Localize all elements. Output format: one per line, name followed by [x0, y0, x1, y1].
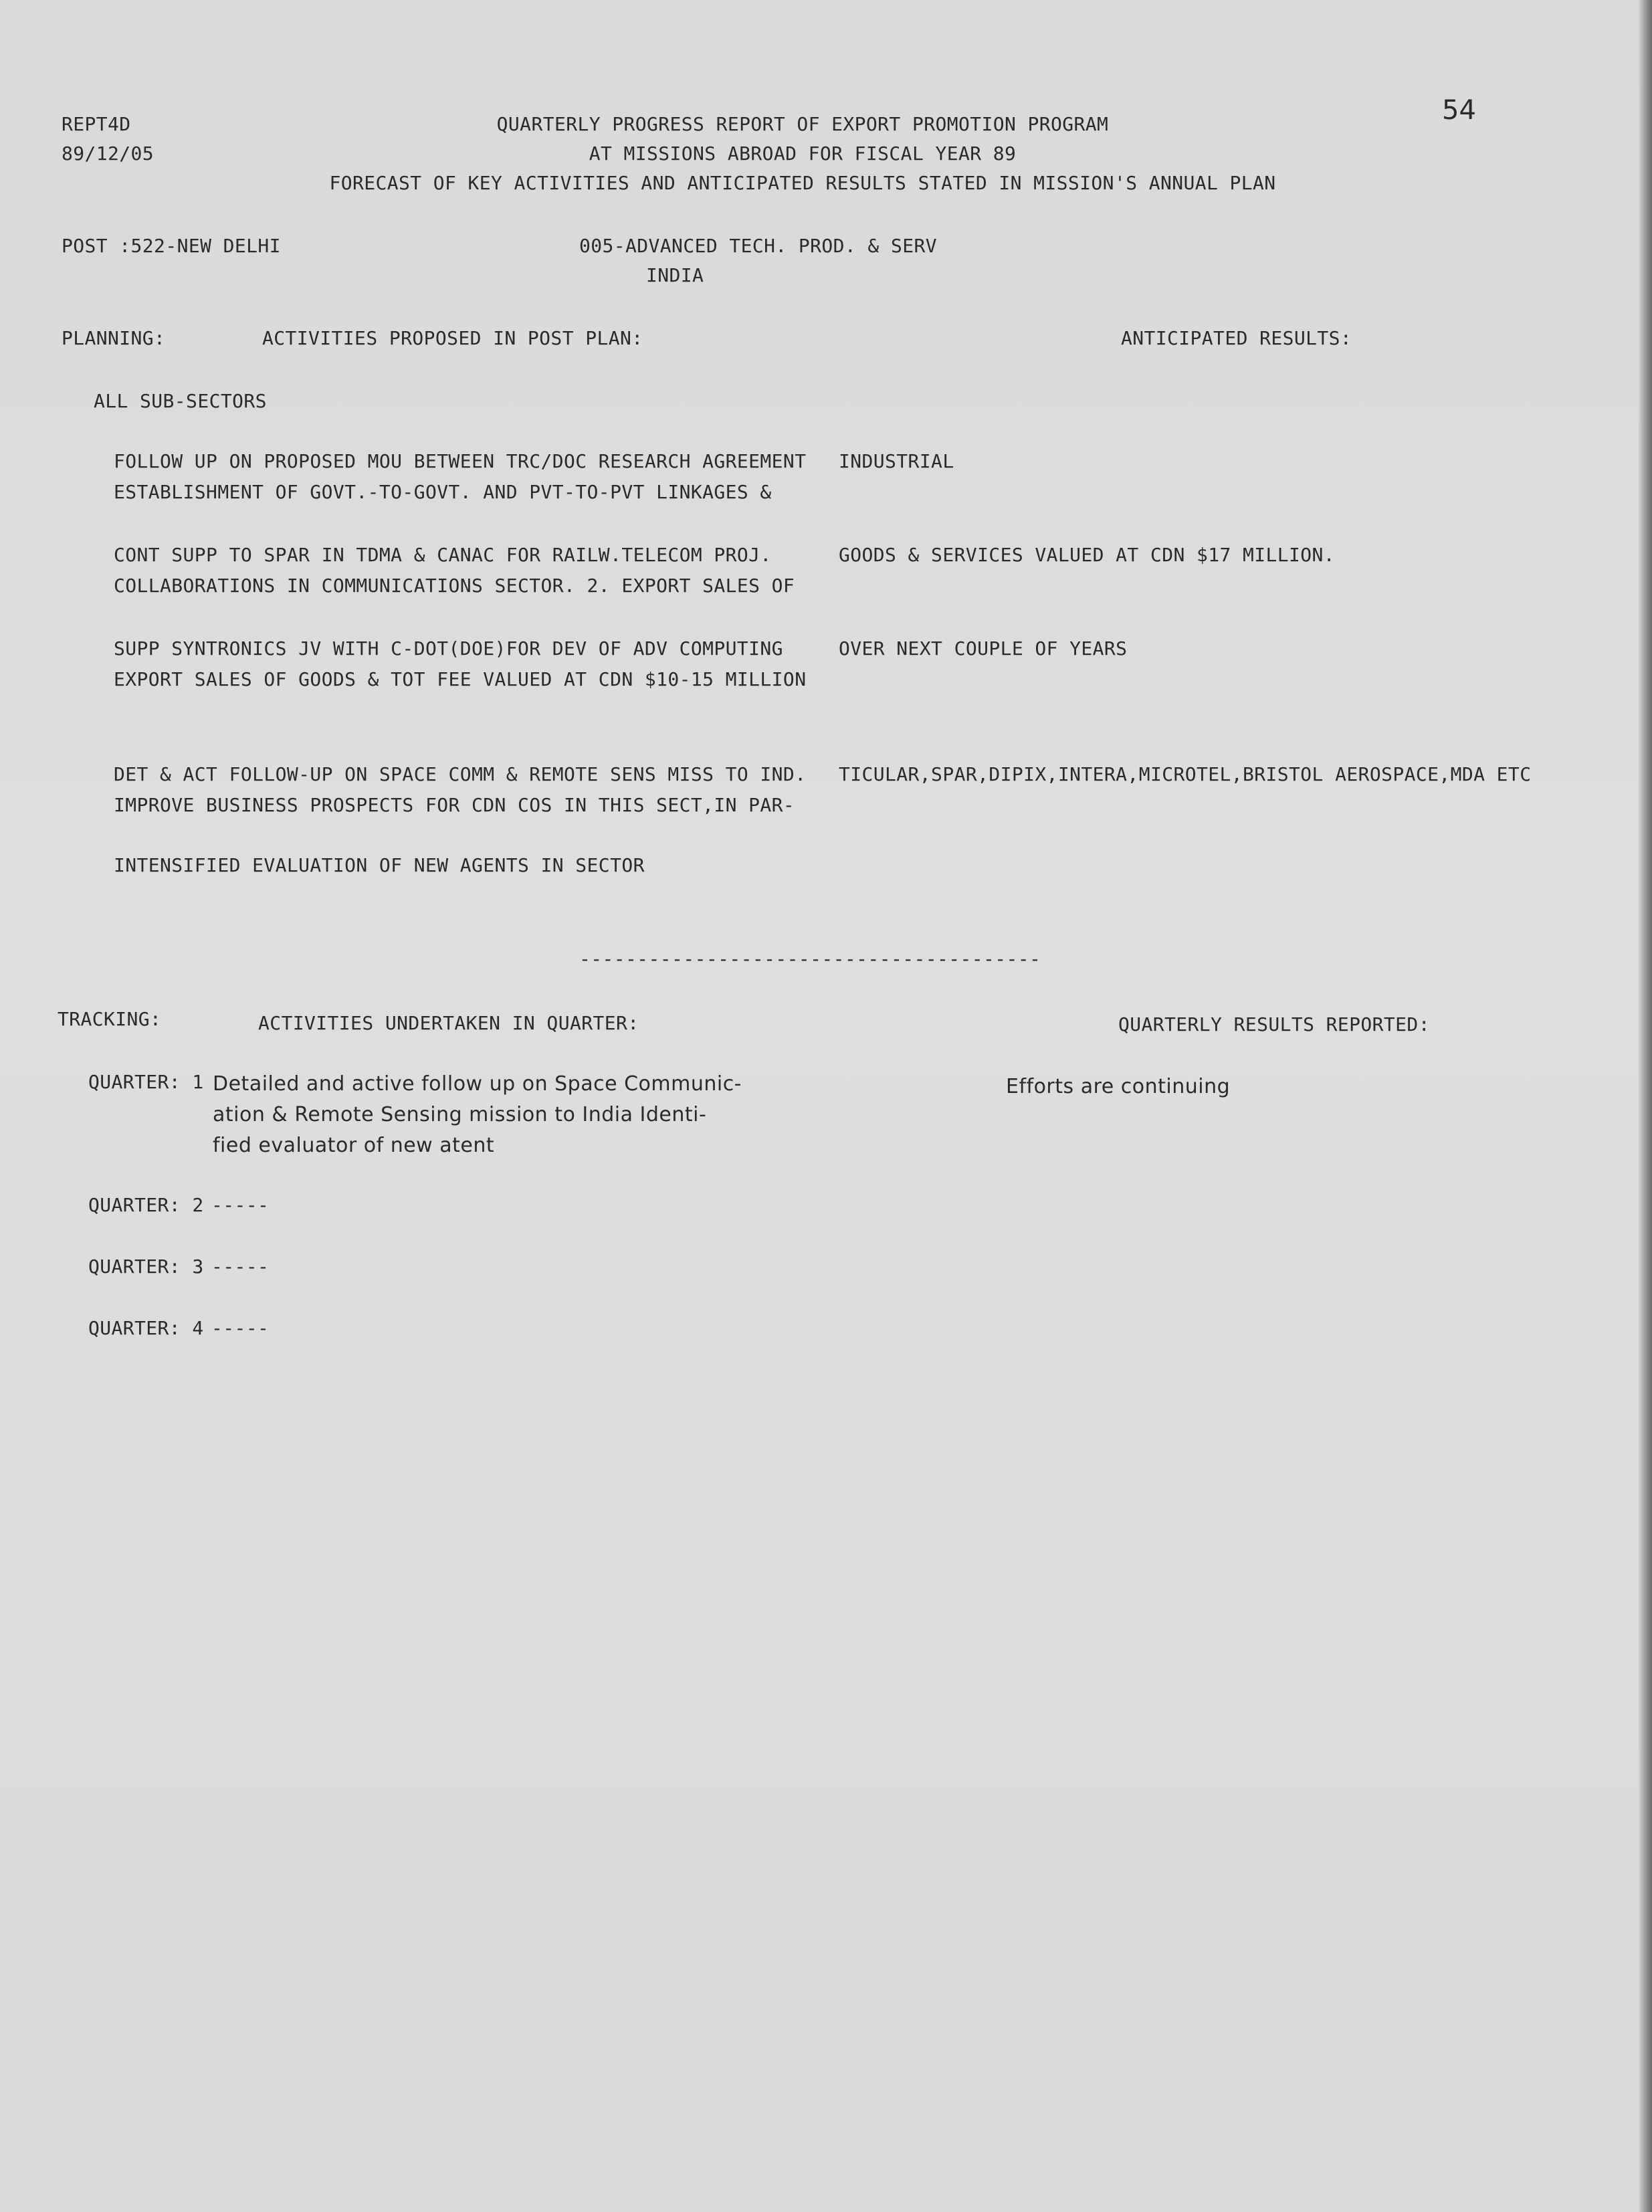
subsector-label: ALL SUB-SECTORS — [94, 390, 267, 412]
planning-activity-4b: IMPROVE BUSINESS PROSPECTS FOR CDN COS IN THIS SECT,IN PAR- — [114, 794, 795, 816]
country-label: INDIA — [646, 264, 704, 286]
quarter-4-activity: ----- — [211, 1317, 270, 1339]
tracking-label: TRACKING: — [58, 1008, 162, 1030]
page-edge-shadow — [1639, 0, 1652, 2212]
planning-result-3: OVER NEXT COUPLE OF YEARS — [839, 637, 1128, 660]
planning-activity-1a: FOLLOW UP ON PROPOSED MOU BETWEEN TRC/DOC RESEARCH AGREEMENT — [114, 450, 807, 472]
report-title-line1: QUARTERLY PROGRESS REPORT OF EXPORT PROMOTION PROGRAM — [496, 113, 1109, 135]
quarter-1-label: QUARTER: 1 — [88, 1071, 204, 1093]
quarter-3-label: QUARTER: 3 — [88, 1255, 204, 1278]
quarter-1-activity-line2: ation & Remote Sensing mission to India Identi- — [213, 1103, 707, 1126]
report-title-line2: AT MISSIONS ABROAD FOR FISCAL YEAR 89 — [589, 142, 1017, 165]
planning-activities-header: ACTIVITIES PROPOSED IN POST PLAN: — [262, 327, 643, 349]
planning-result-1: INDUSTRIAL — [839, 450, 954, 472]
quarter-4-label: QUARTER: 4 — [88, 1317, 204, 1339]
planning-activity-3b: EXPORT SALES OF GOODS & TOT FEE VALUED AT CDN $10-15 MILLION — [114, 668, 807, 690]
post-label: POST :522-NEW DELHI — [62, 235, 281, 257]
tracking-results-header: QUARTERLY RESULTS REPORTED: — [1118, 1013, 1430, 1035]
planning-label: PLANNING: — [62, 327, 166, 349]
quarter-3-activity: ----- — [211, 1255, 270, 1278]
planning-activity-4a: DET & ACT FOLLOW-UP ON SPACE COMM & REMOTE SENS MISS TO IND. — [114, 763, 807, 785]
planning-activity-5a: INTENSIFIED EVALUATION OF NEW AGENTS IN SECTOR — [114, 854, 645, 876]
tracking-activities-header: ACTIVITIES UNDERTAKEN IN QUARTER: — [258, 1012, 639, 1034]
section-divider: ---------------------------------------- — [579, 948, 1041, 970]
planning-activity-2a: CONT SUPP TO SPAR IN TDMA & CANAC FOR RAILW.TELECOM PROJ. — [114, 544, 772, 566]
quarter-2-label: QUARTER: 2 — [88, 1194, 204, 1216]
report-date: 89/12/05 — [62, 142, 154, 165]
report-title-line3: FORECAST OF KEY ACTIVITIES AND ANTICIPATED RESULTS STATED IN MISSION'S ANNUAL PLAN — [329, 172, 1276, 194]
quarter-1-result: Efforts are continuing — [1006, 1075, 1231, 1098]
planning-result-4: TICULAR,SPAR,DIPIX,INTERA,MICROTEL,BRISTOL AEROSPACE,MDA ETC — [839, 763, 1532, 785]
planning-result-2: GOODS & SERVICES VALUED AT CDN $17 MILLION. — [839, 544, 1336, 566]
report-id: REPT4D — [62, 113, 131, 135]
quarter-1-activity-line1: Detailed and active follow up on Space Communic- — [213, 1072, 742, 1096]
page-number: 54 — [1442, 95, 1476, 126]
planning-results-header: ANTICIPATED RESULTS: — [1121, 327, 1352, 349]
planning-activity-2b: COLLABORATIONS IN COMMUNICATIONS SECTOR. 2. EXPORT SALES OF — [114, 575, 795, 597]
sector-label: 005-ADVANCED TECH. PROD. & SERV — [579, 235, 937, 257]
planning-activity-3a: SUPP SYNTRONICS JV WITH C-DOT(DOE)FOR DEV OF ADV COMPUTING — [114, 637, 783, 660]
quarter-1-activity-line3: fied evaluator of new atent — [213, 1134, 495, 1157]
planning-activity-1b: ESTABLISHMENT OF GOVT.-TO-GOVT. AND PVT-TO-PVT LINKAGES & — [114, 481, 772, 503]
quarter-2-activity: ----- — [211, 1194, 270, 1216]
